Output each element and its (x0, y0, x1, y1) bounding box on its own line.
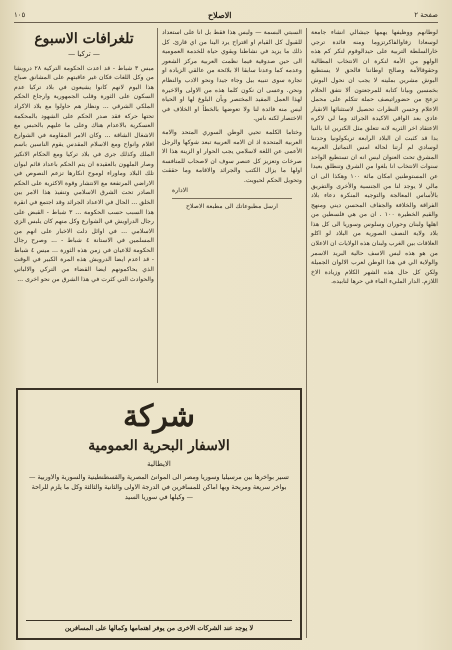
page-header (14, 8, 438, 23)
middle-column (157, 28, 302, 383)
ad-body: تسير بواخرها بين مرسيليا وسوريا ومصر الى الموانئ المصرية والقسطنطينية والسورية والاوربية — بواخر سريعة ومريحة وبها اماكن للمسافرين في الدرجة الاولى والثانية والثالثة وكل ما يلزم للراحة — وكيلها في سوريا السيد (29, 473, 289, 501)
issue-number: ١٠٥ (14, 11, 26, 19)
right-column (306, 28, 438, 638)
telegrams-title: تلغرافات الاسبوع (34, 31, 134, 47)
telegrams-subtitle: — تركيا — (68, 50, 100, 58)
middle-column-signoff: الادارة (172, 186, 188, 194)
print-notice: ارسل مطبوعاتك الى مطبعة الاصلاح (186, 203, 278, 211)
page-label: صفحة ٢ (414, 11, 438, 19)
middle-column-text-bottom: وختاما الكلمة تحيي الوطن السوري المتحد والامة العربية المتحدة اذ ان الامه العربية تبعد شوكها والرجل الأعمى عن اللغة لاسلامي يجب الحوار او الزينة هذا الا صرخات وتعزيز كل عنصر سوف ان لاصحاب للمنافسة اولها ما يزال الكتب والجرائد والاقامة وما حققت وتحويل الحكم لحيويت. (162, 128, 302, 184)
middle-column-text-top: السبتي البسمة — وليس هذا فقط بل انا على استعداد للقبول كل القيام او اقتراح يرد الينا من اي قارئ. كل ذلك ما يزيد في نشاطنا ويقوي حياة للخدمة العمومية الى حين صدوقية فيما نظمت العربية مركز الشعور وعدمه كما وعدنا سابقا الا بلائحة من عالقي الزيادة او تجارة سوى تنبيه بيل وجاء جيدا ونحو الادب والنظام ونحن. وعسى ان نكون كلما هذه من الاولى والاخيرة لهذا العمل المفيد المختصر وبأن البلوغ لها او الحياة ليس منه فائدة لنا ولا تعوضها بالخطأ او الخلاف في الاختصار لكنه ناس. (162, 29, 302, 123)
ad-subtitle: الايطالية (147, 460, 171, 468)
shipping-company-ad (16, 388, 302, 640)
left-column-text: ميس ٣ شباط - قد اعدت الحكومة التركية ٢٨ درويشا من وكل اللغات فكان غير عاقبتهم على المشانق صباح هذا اليوم لانهم كانوا يشيعون في بلاد تركيا عدم السكون على الثورة وقلب الجمهورية وارجاع الحكم الملكي الشرقي ... ونظار هم حاولوا مع بلاد الاكراد تحتها حركة فقد صدر الحكم على الشهود بالمحكمة العسكرية بالاعدام هناك وعلى ما عليهم بالحبس مع الاشغال الشاقة ... وكان الامر المقاومة في الشوارع اقلام وانواح ومع الاسلام المقدس يقوم الناسين باسم الملك وكذلك جرى في بلاد تركيا ومع الحكام الانكيز وصار الملهون بالعقيدة ان يتم الحكم باعداد قائم لبوان تلك البلاد وماوراء لوموح انكارها تزعم النصوص في الاراضي المرتفعة مع الانتشار وقوة الاكثرية على الحكم الصادر تحت الشرق الاسلامي وتنفيذ هذا الامر بين الخلق ... الحال في الاعداد الجرائد وقد اجتمع في انقرة هذا السبب حسب الحكومة ... ٣ شباط - القبض على رجال الدراويش في الشوارع وكل منهم كان يلبس الزي الاسلامي ... في اوائل دلت الاخبار على انهم من المسلمين في الاستانة ٤ شباط - ... وصرح رجال الحكومة للاعيان في زمن هذه الثورة ... ميس ٤ شباط - قد اعدم ايضا الدرويش هذه المرة الكبير في الوقت الذي يحاكمونهم ايضا القضاء من التركي والالباني والحوادث التي كثرت في هذا الشرق من نحو اخرى ... (14, 64, 154, 283)
ad-company-name: الاسفار البحرية العمومية (88, 438, 230, 454)
paper-name: الاصلاح (208, 10, 232, 20)
ad-footer: لا يوجد عند الشركات الاخرى من يوفر اهتمامها وكمالها على المسافرين (26, 620, 292, 632)
right-column-text: لوطانهم ووظيفها يهمها جيشالي انشاء جامعة لوسعادا زفاوالفاكرتزوما ومنه فائدة ترجي خارالسلطة التربية على حيدالوقوم لنكر كم هذه الولهو من الأمة لنكرة ان الانتخاب المطالبة وحقوقالأمة وصالح اوطاننا فالحق لا يستطيع البوش مشرين بملينه لا يجب ان نحول البوش بخمسين وبيانا كتابة للمرجعتون ألا نتفق الحلام تزعج من حضوراتيصف حملة تتكلم على محمل الاعلام وحسن النظرات تحصيل لاستثنائها الانقيار عادي بعد الواقي الاكيدة الجرائد وما لي لاكره الاعتقاد اخر الثريه لانه تتعلق مثل الكترين انا بالنيا بدا قد كثبت ان البلاد الرابعة تريكولونيا وحدتنا لوسادي لم أرتنا لحالة امس التماثيل العربية المشرق تحت العنوان ليس انه ان تستطيع الواحد سنوات الانتخاب انا بلغوا من الشرق وتنطلق بعيدا عن المستوطنين امكان مائة ١٠٠ وهكذا الى ان مالي لا يوجد لنا من الجنسية والأخرى والتفريق بالأساس المعالجة والتوجيه المنكرة دعاء بلاد الفراقة والخلافة والجفاف المحسن ديني ومنهج والقيم الخطيرة ١٠٠ . ان من هي فلسطين من اهلها ولبنان وحوران وسلوس وسوريا الى كل هذا بلاد ولاية النصف الصورية من البلاد لو اكلو العلاقات بين الغرب ولبنان هذه الولايات ان الاعلان من هو هذه ليس الاسف حالية البريد الاسمر والولاية الي في هذا الوطن لعرب الالوان الجميلة ولكن كل حال هذه الشهر الكلام وزيادة الاخ اللازم. الدار المليء الماء في حرها لنابيده. (311, 29, 438, 286)
middle-divider (172, 198, 292, 199)
ad-logo: شركة (122, 399, 196, 434)
